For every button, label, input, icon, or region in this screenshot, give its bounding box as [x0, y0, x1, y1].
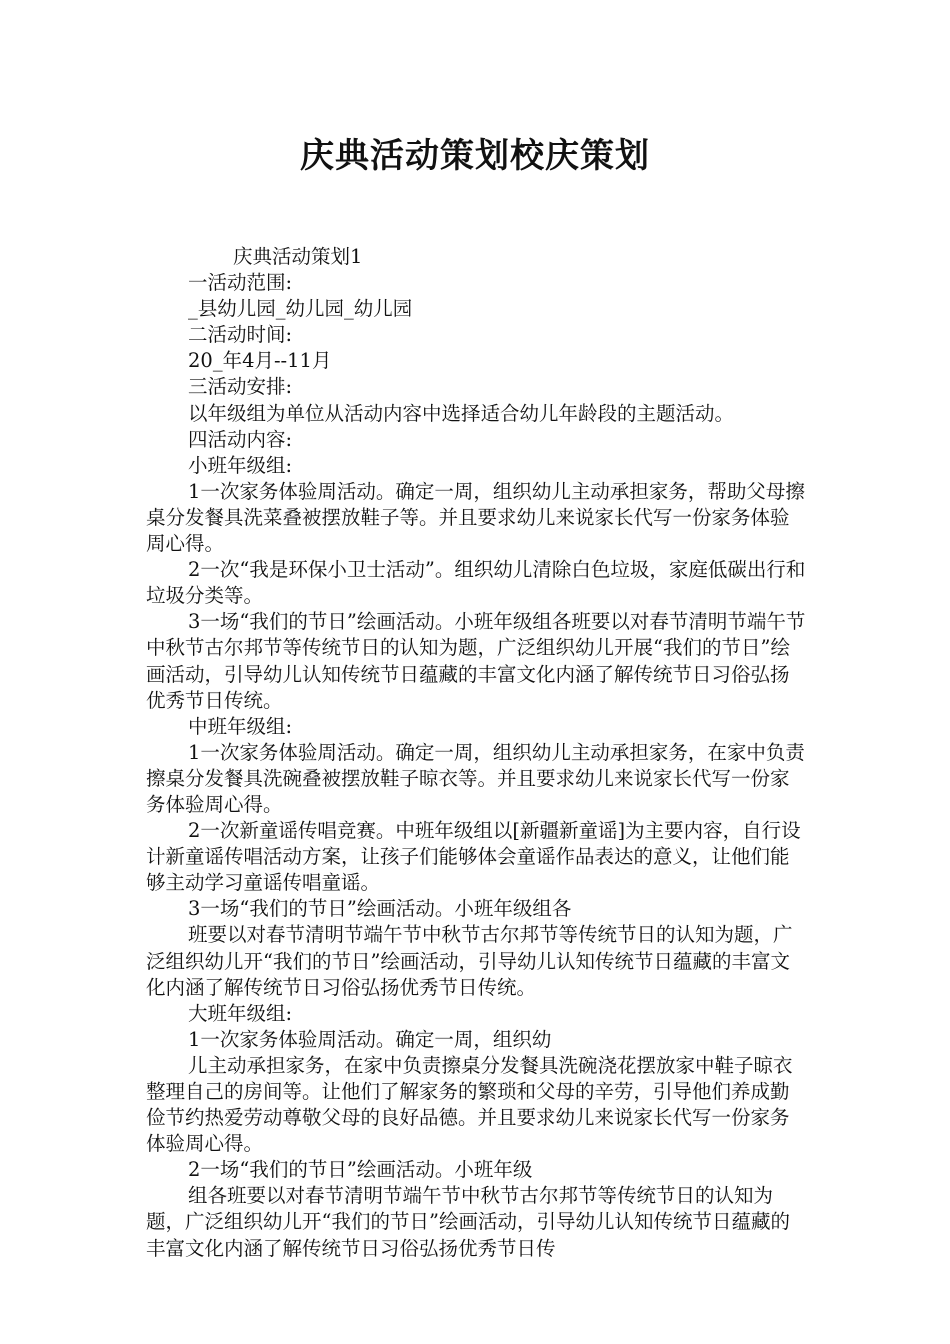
section-heading: 中班年级组:: [188, 714, 293, 738]
body-paragraph: 2一场“我们的节日”绘画活动。小班年级: [188, 1158, 533, 1182]
body-paragraph: 3一场“我们的节日”绘画活动。小班年级组各: [188, 897, 572, 921]
body-paragraph: 班要以对春节清明节端午节中秋节古尔邦节等传统节日的认知为题，广泛组织幼儿开“我们的节日”绘画活动，引导幼儿认知传统节日蕴藏的丰富文化内涵了解传统节日习俗弘扬优秀节日传统。: [146, 923, 793, 999]
document-body: [146, 244, 808, 1262]
body-paragraph: 2一次新童谣传唱竞赛。中班年级组以[新疆新童谣]为主要内容，自行设计新童谣传唱活动方案，让孩子们能够体会童谣作品表达的意义，让他们能够主动学习童谣传唱童谣。: [146, 819, 801, 895]
section-heading: 二活动时间:: [188, 323, 293, 347]
section-subtitle: 庆典活动策划1: [233, 245, 363, 268]
section-heading: 以年级组为单位从活动内容中选择适合幼儿年龄段的主题活动。: [188, 401, 735, 425]
body-paragraph: 组各班要以对春节清明节端午节中秋节古尔邦节等传统节日的认知为题，广泛组织幼儿开“我们的节日”绘画活动，引导幼儿认知传统节日蕴藏的丰富文化内涵了解传统节日习俗弘扬优秀节日传: [146, 1184, 790, 1260]
section-heading: _县幼儿园_幼儿园_幼儿园: [188, 297, 413, 321]
body-paragraph: 3一场“我们的节日”绘画活动。小班年级组各班要以对春节清明节端午节中秋节古尔邦节等传统节日的认知为题，广泛组织幼儿开展“我们的节日”绘画活动，引导幼儿认知传统节日蕴藏的丰富文化内涵了解传统节日习俗弘扬优秀节日传统。: [146, 610, 806, 712]
document-title: 庆典活动策划校庆策划: [300, 136, 650, 176]
body-paragraph: 1一次家务体验周活动。确定一周，组织幼: [188, 1027, 552, 1051]
body-paragraph: 2一次“我是环保小卫士活动”。组织幼儿清除白色垃圾，家庭低碳出行和垃圾分类等。: [146, 558, 806, 608]
section-heading: 20_年4月--11月: [188, 349, 332, 373]
body-paragraph: 1一次家务体验周活动。确定一周，组织幼儿主动承担家务，在家中负责擦桌分发餐具洗碗叠被摆放鞋子晾衣等。并且要求幼儿来说家长代写一份家务体验周心得。: [146, 740, 805, 816]
body-paragraph: 儿主动承担家务，在家中负责擦桌分发餐具洗碗浇花摆放家中鞋子晾衣整理自己的房间等。让他们了解家务的繁琐和父母的辛劳，引导他们养成勤俭节约热爱劳动尊敬父母的良好品德。并且要求幼儿来说家长代写一份家务体验周心得。: [146, 1053, 793, 1156]
section-heading: 四活动内容:: [188, 427, 293, 451]
section-heading: 一活动范围:: [188, 271, 293, 295]
body-paragraph: 1一次家务体验周活动。确定一周，组织幼儿主动承担家务，帮助父母擦桌分发餐具洗菜叠被摆放鞋子等。并且要求幼儿来说家长代写一份家务体验周心得。: [146, 479, 805, 556]
section-heading: 大班年级组:: [188, 1001, 293, 1025]
section-heading: 小班年级组:: [188, 453, 293, 477]
section-heading: 三活动安排:: [188, 375, 293, 399]
